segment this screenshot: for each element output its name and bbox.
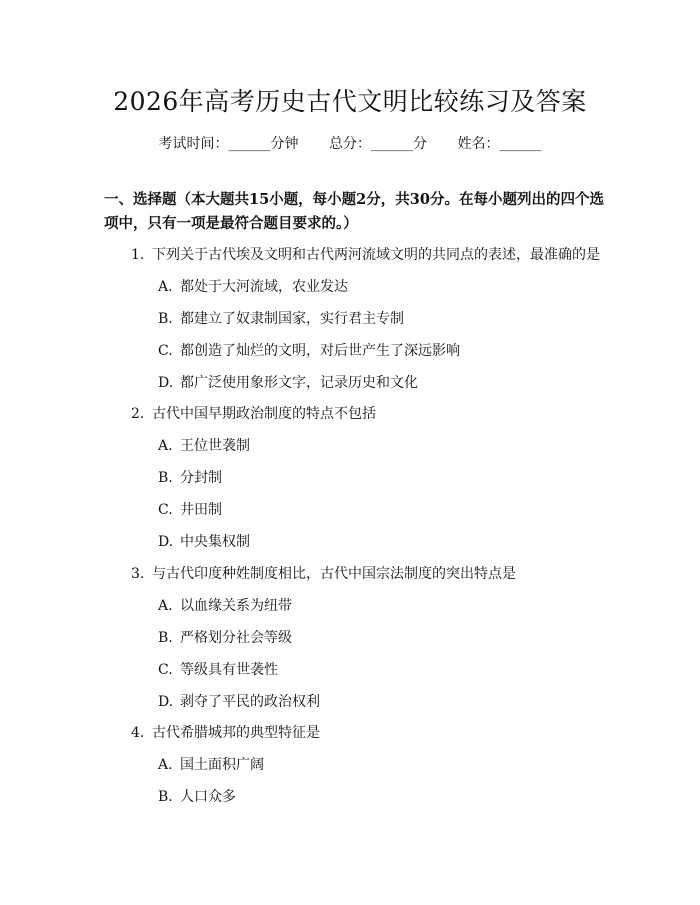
answer-option (158, 372, 418, 392)
student-name-label: 姓名： (457, 136, 500, 152)
option-text: 剥夺了平民的政治权利 (180, 694, 320, 710)
question-text: 古代希腊城邦的典型特征是 (152, 725, 320, 741)
option-letter: A. (158, 598, 173, 614)
option-letter: A. (158, 438, 173, 454)
question-stem (131, 563, 516, 583)
answer-option (158, 308, 404, 328)
answer-option (158, 786, 236, 806)
total-score-unit: 分 (413, 136, 427, 152)
answer-option (158, 276, 348, 296)
option-text: 都广泛使用象形文字，记录历史和文化 (180, 375, 418, 391)
answer-option (158, 499, 222, 519)
option-text: 都建立了奴隶制国家，实行君主专制 (180, 311, 404, 327)
option-letter: D. (158, 375, 174, 391)
question-stem (131, 403, 376, 423)
exam-time-field (159, 133, 299, 153)
total-score-field (329, 133, 427, 153)
option-text: 等级具有世袭性 (180, 662, 278, 678)
option-letter: B. (158, 789, 173, 805)
answer-option (158, 691, 320, 711)
option-letter: D. (158, 534, 174, 550)
section-heading: 一、选择题（本大题共15小题，每小题2分，共30分。在每小题列出的四个选项中，只有一项是最符合题目要求的。） (104, 191, 604, 232)
option-text: 井田制 (180, 502, 222, 518)
option-letter: B. (158, 630, 173, 646)
option-letter: A. (158, 279, 173, 295)
exam-info-line (0, 133, 700, 153)
question-text: 古代中国早期政治制度的特点不包括 (152, 406, 376, 422)
exam-time-label: 考试时间： (158, 136, 229, 152)
option-text: 中央集权制 (180, 534, 250, 550)
option-letter: C. (158, 343, 173, 359)
answer-option (158, 627, 292, 647)
option-text: 人口众多 (180, 789, 236, 805)
question-text: 下列关于古代埃及文明和古代两河流域文明的共同点的表述，最准确的是 (152, 247, 600, 263)
document-title: 2026年高考历史古代文明比较练习及答案 (113, 87, 587, 116)
option-letter: A. (158, 757, 173, 773)
option-text: 都处于大河流域，农业发达 (180, 279, 348, 295)
question-number: 4. (131, 725, 145, 741)
answer-option (158, 754, 264, 774)
option-text: 以血缘关系为纽带 (180, 598, 292, 614)
answer-option (158, 595, 292, 615)
exam-time-blank: ______ (228, 136, 271, 152)
question-stem (131, 244, 600, 264)
answer-option (158, 340, 460, 360)
option-text: 国土面积广阔 (180, 757, 264, 773)
option-letter: D. (158, 694, 174, 710)
question-stem (131, 722, 320, 742)
option-letter: B. (158, 311, 173, 327)
question-text: 与古代印度种姓制度相比，古代中国宗法制度的突出特点是 (152, 566, 516, 582)
answer-option (158, 435, 250, 455)
answer-option (158, 659, 278, 679)
exam-time-unit: 分钟 (270, 136, 299, 152)
option-text: 王位世袭制 (180, 438, 250, 454)
total-score-label: 总分： (329, 136, 371, 152)
option-text: 严格划分社会等级 (180, 630, 292, 646)
option-letter: B. (158, 470, 173, 486)
option-letter: C. (158, 502, 173, 518)
total-score-blank: ______ (371, 136, 413, 152)
option-text: 分封制 (180, 470, 222, 486)
answer-option (158, 531, 250, 551)
student-name-blank: ______ (499, 136, 542, 152)
question-number: 3. (131, 566, 145, 582)
answer-option (158, 467, 222, 487)
student-name-field (457, 133, 541, 153)
question-number: 1. (131, 247, 145, 263)
question-number: 2. (131, 406, 145, 422)
option-letter: C. (158, 662, 173, 678)
option-text: 都创造了灿烂的文明，对后世产生了深远影响 (180, 343, 460, 359)
